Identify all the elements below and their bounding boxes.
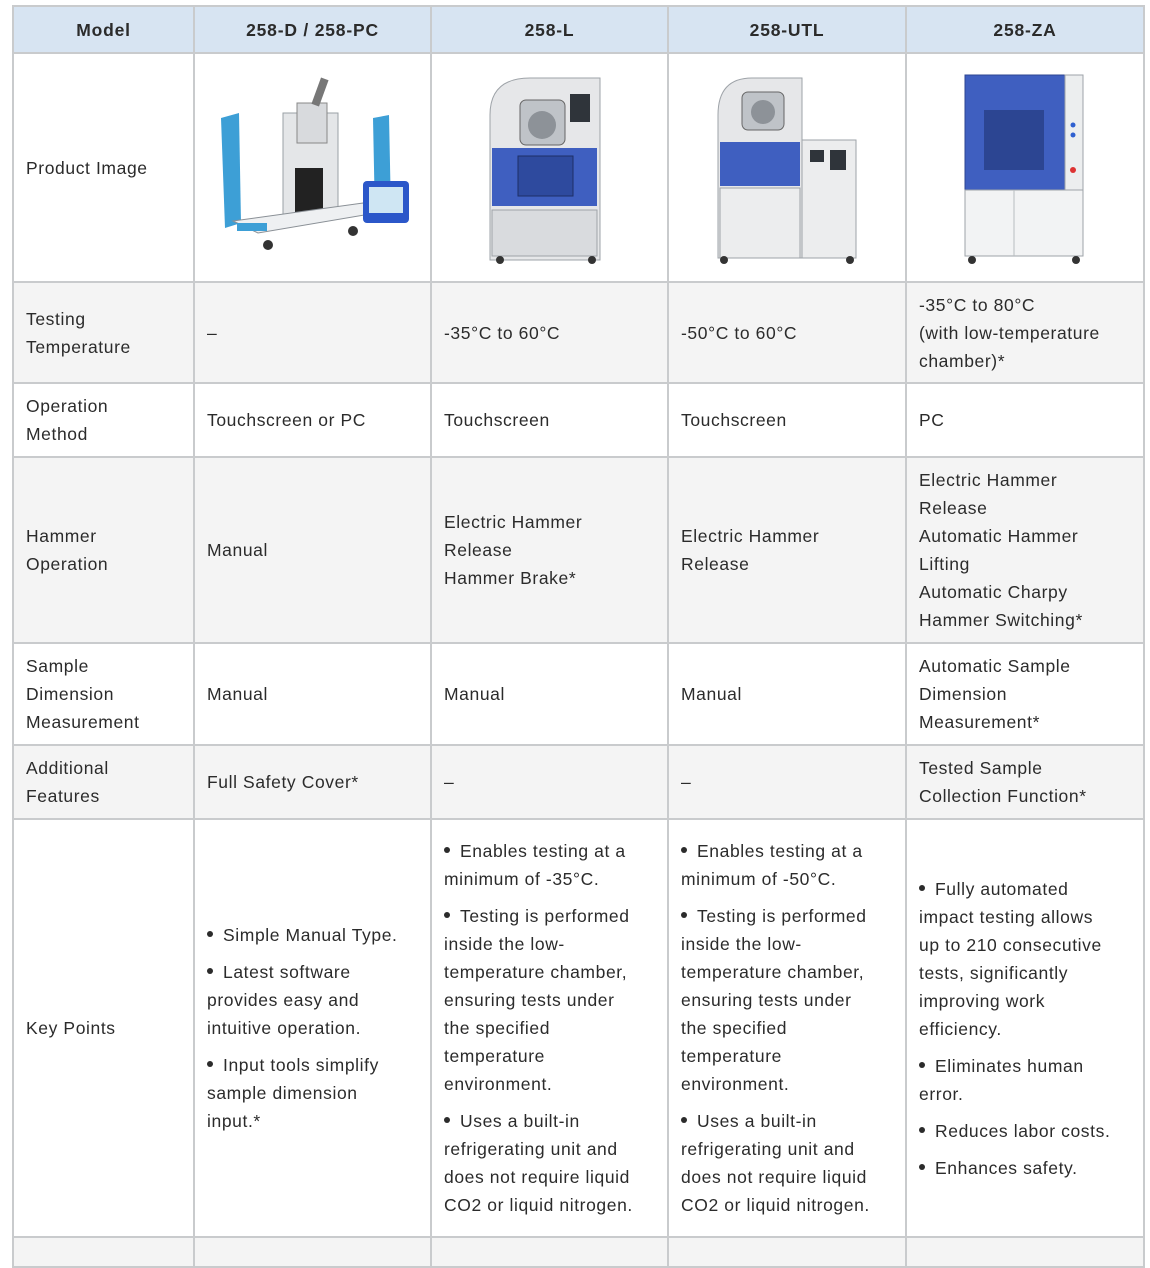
row-product-image bbox=[13, 53, 1144, 282]
cell-258-l: – bbox=[431, 745, 668, 819]
bullet-icon bbox=[444, 847, 450, 853]
bullet-icon bbox=[919, 1062, 925, 1068]
header-258-l: 258-L bbox=[431, 6, 668, 53]
empty-cell bbox=[194, 1237, 431, 1267]
list-item: Latest software provides easy and intuitive operation. bbox=[207, 962, 362, 1038]
row-label: Key Points bbox=[13, 819, 194, 1237]
row-key-points bbox=[13, 819, 1144, 1237]
bullet-icon bbox=[919, 1164, 925, 1170]
cell-258-utl: – bbox=[668, 745, 906, 819]
header-258-utl: 258-UTL bbox=[668, 6, 906, 53]
key-points-list bbox=[207, 921, 418, 1135]
cell-258-l: -35°C to 60°C bbox=[431, 282, 668, 383]
product-image-258-l bbox=[431, 53, 668, 282]
list-item: Testing is performed inside the low- temperature chamber, ensuring tests under the specified temperature environment. bbox=[444, 906, 630, 1094]
cell-258-l: Manual bbox=[431, 643, 668, 745]
cell-258-za: -35°C to 80°C (with low-temperature chamber)* bbox=[906, 282, 1144, 383]
machine-258-l-image bbox=[480, 70, 620, 266]
product-image-258-utl bbox=[668, 53, 906, 282]
row-partial bbox=[13, 1237, 1144, 1267]
comparison-table-wrapper bbox=[12, 5, 1143, 1268]
cell-258-za bbox=[906, 819, 1144, 1237]
cell-258-utl: Touchscreen bbox=[668, 383, 906, 457]
cell-258-l: Electric Hammer Release Hammer Brake* bbox=[431, 457, 668, 643]
machine-258-za-image bbox=[960, 70, 1090, 266]
row-testing-temperature bbox=[13, 282, 1144, 383]
machine-258-utl-image bbox=[712, 70, 862, 266]
machine-258-d-image bbox=[213, 73, 413, 263]
list-item: Simple Manual Type. bbox=[207, 921, 418, 949]
empty-cell bbox=[668, 1237, 906, 1267]
row-label: Operation Method bbox=[13, 383, 194, 457]
list-item: Enables testing at a minimum of -50°C. bbox=[681, 841, 863, 889]
list-item: Input tools simplify sample dimension input.* bbox=[207, 1055, 379, 1131]
key-points-list bbox=[444, 837, 655, 1219]
bullet-icon bbox=[207, 968, 213, 974]
cell-258-utl: -50°C to 60°C bbox=[668, 282, 906, 383]
cell-258-l: Touchscreen bbox=[431, 383, 668, 457]
list-item: Uses a built-in refrigerating unit and does not require liquid CO2 or liquid nitrogen. bbox=[444, 1111, 633, 1215]
row-hammer-operation bbox=[13, 457, 1144, 643]
header-row bbox=[13, 6, 1144, 53]
key-points-list bbox=[681, 837, 893, 1219]
bullet-icon bbox=[681, 847, 687, 853]
row-additional-features bbox=[13, 745, 1144, 819]
header-258-d-pc: 258-D / 258-PC bbox=[194, 6, 431, 53]
bullet-icon bbox=[919, 1127, 925, 1133]
cell-258-d: Manual bbox=[194, 457, 431, 643]
list-item: Reduces labor costs. bbox=[919, 1117, 1131, 1145]
list-item: Enables testing at a minimum of -35°C. bbox=[444, 841, 626, 889]
list-item: Uses a built-in refrigerating unit and does not require liquid CO2 or liquid nitrogen. bbox=[681, 1111, 870, 1215]
row-label: Product Image bbox=[13, 53, 194, 282]
bullet-icon bbox=[207, 931, 213, 937]
list-item: Eliminates human error. bbox=[919, 1055, 1084, 1104]
key-points-list bbox=[919, 875, 1131, 1182]
cell-258-d bbox=[194, 819, 431, 1237]
row-label: Additional Features bbox=[13, 745, 194, 819]
cell-258-utl bbox=[668, 819, 906, 1237]
cell-258-za: Automatic Sample Dimension Measurement* bbox=[906, 643, 1144, 745]
product-image-258-d bbox=[194, 53, 431, 282]
bullet-icon bbox=[207, 1061, 213, 1067]
row-operation-method bbox=[13, 383, 1144, 457]
list-item: Enhances safety. bbox=[919, 1154, 1131, 1182]
bullet-icon bbox=[919, 885, 925, 891]
cell-258-d: Manual bbox=[194, 643, 431, 745]
row-label: Hammer Operation bbox=[13, 457, 194, 643]
header-model: Model bbox=[13, 6, 194, 53]
empty-cell bbox=[431, 1237, 668, 1267]
empty-cell bbox=[13, 1237, 194, 1267]
cell-258-za: PC bbox=[906, 383, 1144, 457]
row-label: Testing Temperature bbox=[13, 282, 194, 383]
cell-258-l bbox=[431, 819, 668, 1237]
product-image-258-za bbox=[906, 53, 1144, 282]
bullet-icon bbox=[681, 912, 687, 918]
bullet-icon bbox=[444, 1117, 450, 1123]
row-sample-dimension bbox=[13, 643, 1144, 745]
cell-258-d: Full Safety Cover* bbox=[194, 745, 431, 819]
cell-258-d: – bbox=[194, 282, 431, 383]
cell-258-d: Touchscreen or PC bbox=[194, 383, 431, 457]
empty-cell bbox=[906, 1237, 1144, 1267]
cell-258-za: Tested Sample Collection Function* bbox=[906, 745, 1144, 819]
bullet-icon bbox=[444, 912, 450, 918]
comparison-table bbox=[12, 5, 1145, 1268]
header-258-za: 258-ZA bbox=[906, 6, 1144, 53]
cell-258-utl: Electric Hammer Release bbox=[668, 457, 906, 643]
cell-258-utl: Manual bbox=[668, 643, 906, 745]
list-item: Fully automated impact testing allows up to 210 consecutive tests, significantly improving work efficiency. bbox=[919, 878, 1102, 1039]
list-item: Testing is performed inside the low- temperature chamber, ensuring tests under the specified temperature environment. bbox=[681, 906, 867, 1094]
bullet-icon bbox=[681, 1117, 687, 1123]
row-label: Sample Dimension Measurement bbox=[13, 643, 194, 745]
cell-258-za: Electric Hammer Release Automatic Hammer Lifting Automatic Charpy Hammer Switching* bbox=[906, 457, 1144, 643]
